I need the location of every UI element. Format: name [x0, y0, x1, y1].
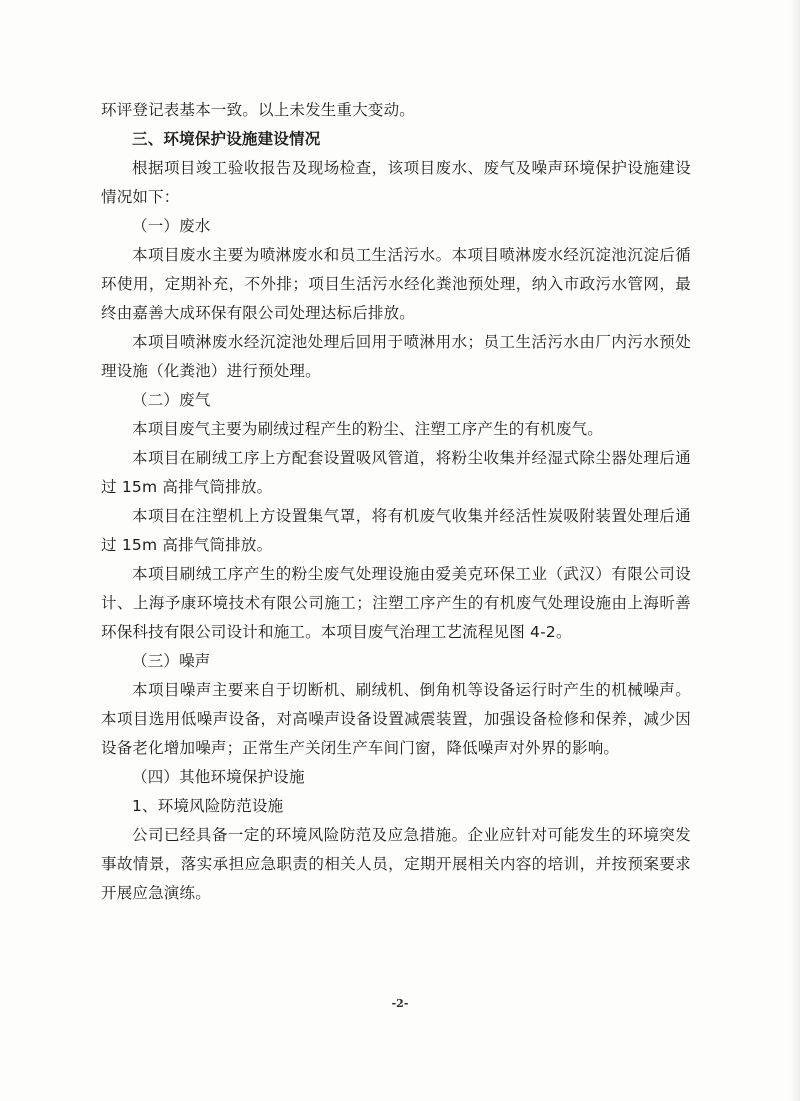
paragraph-exhaust-2: 本项目在刷绒工序上方配套设置吸风管道，将粉尘收集并经湿式除尘器处理后通过 15m 高排气筒排放。 [101, 449, 691, 496]
paragraph-intro: 根据项目竣工验收报告及现场检查，该项目废水、废气及噪声环境保护设施建设情况如下： [101, 159, 691, 206]
subheading-other-facilities: （四）其他环境保护设施 [132, 768, 305, 786]
paragraph-risk-prevention: 公司已经具备一定的环境风险防范及应急措施。企业应针对可能发生的环境突发事故情景，落实承担应急职责的相关人员，定期开展相关内容的培训，并按预案要求开展应急演练。 [101, 826, 691, 902]
subheading-exhaust-gas: （二）废气 [132, 391, 211, 409]
paragraph-wastewater-1: 本项目废水主要为喷淋废水和员工生活污水。本项目喷淋废水经沉淀池沉淀后循环使用，定期补充，不外排；项目生活污水经化粪池预处理，纳入市政污水管网，最终由嘉善大成环保有限公司处理达标后排放。 [101, 246, 691, 322]
paragraph-exhaust-3: 本项目在注塑机上方设置集气罩，将有机废气收集并经活性炭吸附装置处理后通过 15m 高排气筒排放。 [101, 507, 691, 554]
section-heading-3: 三、环境保护设施建设情况 [132, 130, 321, 148]
page-number: -2- [391, 997, 409, 1010]
document-body [101, 96, 691, 908]
scan-edge-shadow [790, 0, 800, 1101]
subheading-noise: （三）噪声 [132, 652, 211, 670]
paragraph-exhaust-4: 本项目刷绒工序产生的粉尘废气处理设施由爱美克环保工业（武汉）有限公司设计、上海予康环境技术有限公司施工；注塑工序产生的有机废气处理设施由上海昕善环保科技有限公司设计和施工。本项目废气治理工艺流程见图 4-2。 [101, 565, 691, 641]
paragraph-continuation: 环评登记表基本一致。以上未发生重大变动。 [101, 101, 416, 119]
subheading-risk-prevention: 1、环境风险防范设施 [132, 797, 284, 815]
paragraph-wastewater-2: 本项目喷淋废水经沉淀池处理后回用于喷淋用水；员工生活污水由厂内污水预处理设施（化粪池）进行预处理。 [101, 333, 691, 380]
paragraph-exhaust-1: 本项目废气主要为刷绒过程产生的粉尘、注塑工序产生的有机废气。 [132, 420, 604, 438]
subheading-wastewater: （一）废水 [132, 217, 211, 235]
paragraph-noise: 本项目噪声主要来自于切断机、刷绒机、倒角机等设备运行时产生的机械噪声。本项目选用低噪声设备，对高噪声设备设置减震装置，加强设备检修和保养，减少因设备老化增加噪声；正常生产关闭生产车间门窗，降低噪声对外界的影响。 [101, 681, 691, 757]
